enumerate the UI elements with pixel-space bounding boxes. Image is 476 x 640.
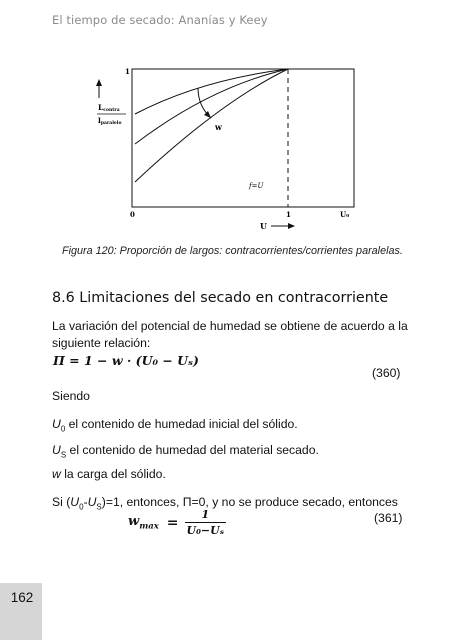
f-equals-u-label: f=U (249, 182, 264, 190)
curve-middle (135, 69, 288, 144)
eq2-equals: = (166, 514, 179, 531)
curve-top (135, 69, 288, 114)
x-origin-label: 0 (130, 210, 135, 219)
siendo-label: Siendo (52, 389, 90, 403)
eq2-denominator: U₀−Uₛ (186, 524, 225, 537)
eq2-fraction (185, 508, 227, 537)
intro-line-2: siguiente relación: (52, 336, 151, 350)
equation-number-361: (361) (374, 511, 403, 525)
intro-line-1: La variación del potencial de humedad se obtiene de acuerdo a la (52, 319, 408, 333)
definition-w: w la carga del sólido. (52, 467, 166, 481)
equation-360: Π = 1 − w · (U₀ − Uₛ) (53, 353, 199, 368)
equation-number-360: (360) (372, 366, 401, 380)
ratio-denominator: lparalelo (98, 116, 122, 126)
eq2-lhs: $w_{max}$ (128, 513, 159, 532)
plot-frame (132, 69, 354, 207)
x-end-label: U₀ (340, 210, 350, 219)
figure-chart (90, 62, 360, 242)
x-axis-label: U (260, 221, 267, 231)
condition-line: Si $(U_0-U_S)=1$, entonces, Π=0, y no se produce secado, entonces (52, 495, 398, 512)
running-header: El tiempo de secado: Ananías y Keey (52, 13, 268, 27)
equation-361 (128, 508, 226, 537)
x-axis-arrowhead (288, 223, 295, 229)
section-heading: 8.6 Limitaciones del secado en contracorriente (52, 290, 389, 306)
page-number: 162 (10, 590, 34, 605)
figure-caption: Figura 120: Proporción de largos: contracorrientes/corrientes paralelas. (62, 245, 403, 257)
y-top-label: 1 (125, 67, 130, 76)
definition-us: $U_S$ el contenido de humedad del material secado. (52, 443, 319, 460)
curve-label-w: w (215, 122, 222, 132)
definition-u0: $U_0$ el contenido de humedad inicial del sólido. (52, 417, 298, 434)
curve-bottom (135, 69, 288, 182)
ratio-numerator: Lcontra (98, 103, 120, 113)
ratio-arrowhead (96, 79, 102, 86)
x-one-label: 1 (286, 210, 291, 219)
eq2-numerator: 1 (201, 508, 210, 521)
